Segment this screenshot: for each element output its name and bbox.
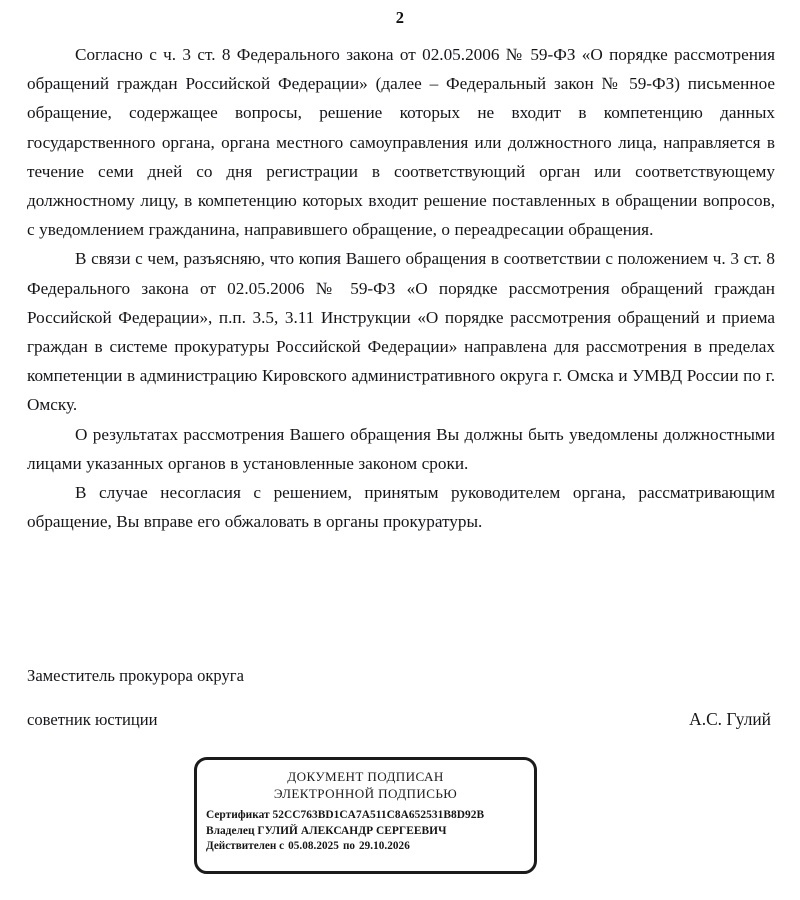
stamp-title: [197, 760, 534, 802]
paragraph: Согласно с ч. 3 ст. 8 Федерального закона от 02.05.2006 № 59-ФЗ «О порядке рассмотрения обращений граждан Российской Федерации» (далее – Федеральный закон № 59-ФЗ) письменное обращение, содержащее вопросы, решение которых не входит в компетенцию данных государственного органа, органа местного самоуправления или должностного лица, направляется в течение семи дней со дня регистрации в соответствующий орган или соответствующему должностному лицу, в компетенцию которых входит решение поставленных в обращении вопросов, с уведомлением гражданина, направившего обращение, о переадресации обращения.: [27, 45, 775, 240]
signatory-rank: советник юстиции: [27, 710, 158, 729]
stamp-title-line-2: ЭЛЕКТРОННОЙ ПОДПИСЬЮ: [273, 785, 458, 801]
signatory-role: Заместитель прокурора округа: [27, 666, 244, 685]
paragraph: О результатах рассмотрения Вашего обращения Вы должны быть уведомлены должностными лицами указанных органов в установленные законом сроки.: [27, 424, 775, 473]
stamp-title-line-1: ДОКУМЕНТ ПОДПИСАН: [287, 769, 444, 784]
signatory-name: А.С. Гулий: [689, 709, 771, 729]
stamp-owner-value: ГУЛИЙ АЛЕКСАНДР СЕРГЕЕВИЧ: [257, 824, 447, 837]
stamp-valid-from: 05.08.2025: [288, 840, 339, 853]
paragraph: В связи с чем, разъясняю, что копия Вашего обращения в соответствии с положением ч. 3 ст. 8 Федерального закона от 02.05.2006 № 59-ФЗ «О порядке рассмотрения обращений граждан Российской Федерации», п.п. 3.5, 3.11 Инструкции «О порядке рассмотрения обращений и приема граждан в системе прокуратуры Российской Федерации» направлена для рассмотрения в пределах компетенции в администрацию Кировского административного округа г. Омска и УМВД России по г. Омску.: [27, 249, 775, 415]
stamp-valid-to-label: по: [342, 840, 355, 853]
electronic-signature-stamp: [194, 757, 537, 874]
stamp-owner-label: Владелец: [206, 824, 255, 837]
signatory-row: [27, 709, 775, 730]
stamp-certificate-value: 52CC763BD1CA7A511C8A652531B8D92B: [272, 809, 485, 821]
stamp-details: [197, 802, 534, 855]
page-number: 2: [395, 8, 405, 27]
stamp-certificate-label: Сертификат: [206, 809, 270, 821]
stamp-owner-line: [206, 824, 534, 840]
stamp-validity-line: [206, 839, 534, 855]
document-body: [27, 40, 775, 536]
stamp-validity-label: Действителен с: [206, 840, 285, 853]
paragraph: В случае несогласия с решением, принятым руководителем органа, рассматривающим обращение, Вы вправе его обжаловать в органы прокуратуры.: [27, 483, 775, 532]
stamp-valid-to: 29.10.2026: [359, 840, 410, 853]
stamp-certificate-line: [206, 808, 534, 824]
signature-block: [27, 665, 775, 730]
